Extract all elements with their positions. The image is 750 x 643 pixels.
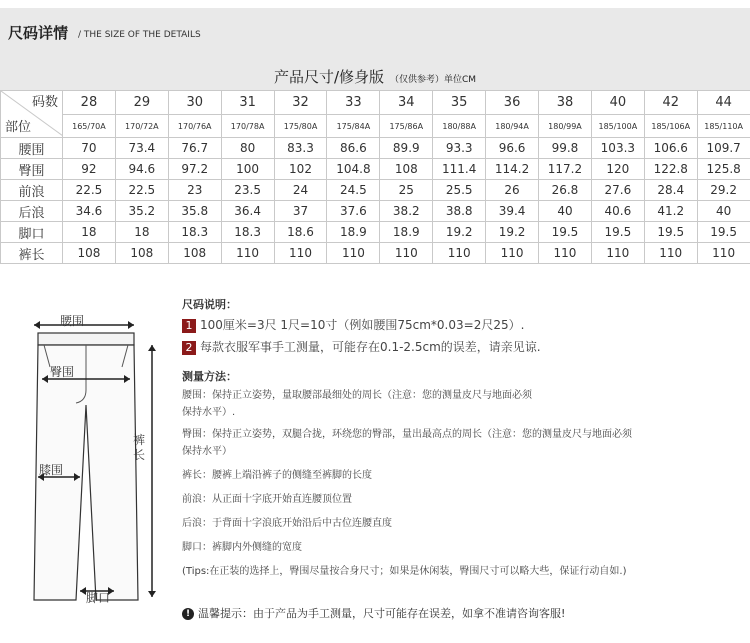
measure-value-cell: 18 <box>63 222 116 243</box>
size-label-cell: 170/76A <box>168 115 221 138</box>
measure-value-cell: 22.5 <box>63 180 116 201</box>
measure-value-cell: 110 <box>221 243 274 264</box>
size-cell: 38 <box>539 91 592 115</box>
measure-value-cell: 110 <box>486 243 539 264</box>
measure-value-cell: 110 <box>327 243 380 264</box>
measure-value-cell: 80 <box>221 138 274 159</box>
corner-cell <box>1 91 63 138</box>
knee-label: 膝围 <box>39 463 64 477</box>
measure-value-cell: 18.9 <box>327 222 380 243</box>
measure-value-cell: 97.2 <box>168 159 221 180</box>
measure-row <box>1 159 750 180</box>
measure-value-cell: 35.8 <box>168 201 221 222</box>
size-cell: 32 <box>274 91 327 115</box>
measure-value-cell: 110 <box>380 243 433 264</box>
size-cell: 29 <box>115 91 168 115</box>
measure-value-cell: 38.2 <box>380 201 433 222</box>
measure-value-cell: 28.4 <box>644 180 697 201</box>
measure-value-cell: 36.4 <box>221 201 274 222</box>
measure-row <box>1 222 750 243</box>
measure-value-cell: 18.3 <box>221 222 274 243</box>
corner-part-label: 部位 <box>5 120 32 135</box>
measure-value-cell: 40.6 <box>591 201 644 222</box>
size-label-cell: 175/86A <box>380 115 433 138</box>
note-text-1: 100厘米=3尺 1尺=10寸（例如腰围75cm*0.03=2尺25）. <box>200 318 525 332</box>
hem-label: 脚口 <box>86 591 111 605</box>
measure-value-cell: 110 <box>274 243 327 264</box>
measure-value-cell: 122.8 <box>644 159 697 180</box>
measure-value-cell: 19.5 <box>697 222 750 243</box>
method-line-tips: (Tips:在正装的选择上，臀围尽量按合身尺寸；如果是休闲装，臀围尺寸可以略大些，保证行动自如.) <box>182 566 627 577</box>
measure-value-cell: 92 <box>63 159 116 180</box>
measure-value-cell: 93.3 <box>433 138 486 159</box>
size-label-cell: 180/94A <box>486 115 539 138</box>
measure-row <box>1 201 750 222</box>
method-line-hip: 臀围：保持正立姿势，双腿合拢，环绕您的臀部，量出最高点的周长（注意：您的测量皮尺与地面必须 <box>182 429 632 440</box>
size-cell: 36 <box>486 91 539 115</box>
measure-value-cell: 94.6 <box>115 159 168 180</box>
measure-value-cell: 120 <box>591 159 644 180</box>
measure-value-cell: 24 <box>274 180 327 201</box>
measure-value-cell: 73.4 <box>115 138 168 159</box>
measure-value-cell: 108 <box>115 243 168 264</box>
measure-value-cell: 111.4 <box>433 159 486 180</box>
size-table <box>0 90 750 264</box>
measure-value-cell: 100 <box>221 159 274 180</box>
measure-value-cell: 110 <box>697 243 750 264</box>
table-unit-note: （仅供参考）单位CM <box>390 75 477 85</box>
measure-value-cell: 19.5 <box>591 222 644 243</box>
measure-value-cell: 25.5 <box>433 180 486 201</box>
warning-text: 温馨提示：由于产品为手工测量，尺寸可能存在误差，如拿不准请咨询客服! <box>198 607 566 620</box>
label-row <box>1 115 750 138</box>
measure-value-cell: 40 <box>697 201 750 222</box>
measure-value-cell: 18.6 <box>274 222 327 243</box>
size-cell: 30 <box>168 91 221 115</box>
size-label-cell: 185/100A <box>591 115 644 138</box>
size-label-cell: 170/78A <box>221 115 274 138</box>
measure-value-cell: 29.2 <box>697 180 750 201</box>
measure-value-cell: 104.8 <box>327 159 380 180</box>
section-title: 尺码详情 <box>8 24 69 42</box>
measure-value-cell: 110 <box>539 243 592 264</box>
note-number-2: 2 <box>182 341 196 355</box>
size-label-cell: 180/99A <box>539 115 592 138</box>
method-line-hem: 脚口：裤脚内外侧缝的宽度 <box>182 542 302 553</box>
measure-value-cell: 19.5 <box>644 222 697 243</box>
section-subtitle: / THE SIZE OF THE DETAILS <box>78 30 201 40</box>
measure-value-cell: 108 <box>168 243 221 264</box>
measure-name-cell: 前浪 <box>1 180 63 201</box>
size-cell: 40 <box>591 91 644 115</box>
method-title: 测量方法： <box>182 370 237 383</box>
size-label-cell: 185/110A <box>697 115 750 138</box>
measure-value-cell: 18.3 <box>168 222 221 243</box>
measure-value-cell: 41.2 <box>644 201 697 222</box>
size-notes <box>182 296 742 580</box>
note-text-2: 每款衣服军事手工测量，可能存在0.1-2.5cm的误差，请亲见谅. <box>200 340 541 354</box>
method-line-front-rise: 前浪：从正面十字底开始直连腰顶位置 <box>182 494 352 505</box>
size-cell: 42 <box>644 91 697 115</box>
length-label: 裤长 <box>133 433 146 462</box>
measure-value-cell: 110 <box>433 243 486 264</box>
exclamation-icon: ! <box>182 608 194 620</box>
size-note-1 <box>182 316 742 334</box>
size-label-cell: 170/72A <box>115 115 168 138</box>
measure-value-cell: 24.5 <box>327 180 380 201</box>
measure-value-cell: 110 <box>644 243 697 264</box>
measure-value-cell: 23.5 <box>221 180 274 201</box>
measure-value-cell: 22.5 <box>115 180 168 201</box>
size-label-cell: 185/106A <box>644 115 697 138</box>
measure-row <box>1 138 750 159</box>
measure-name-cell: 裤长 <box>1 243 63 264</box>
measure-value-cell: 18.9 <box>380 222 433 243</box>
method-line-length: 裤长：腰裤上端沿裤子的侧缝至裤脚的长度 <box>182 470 372 481</box>
size-cell: 28 <box>63 91 116 115</box>
table-title <box>0 66 750 87</box>
measure-value-cell: 23 <box>168 180 221 201</box>
measure-name-cell: 脚口 <box>1 222 63 243</box>
warning-note <box>182 605 565 621</box>
size-cell: 31 <box>221 91 274 115</box>
measure-value-cell: 26.8 <box>539 180 592 201</box>
size-label-cell: 175/84A <box>327 115 380 138</box>
size-row <box>1 91 750 115</box>
waist-label: 腰围 <box>60 314 85 328</box>
corner-size-label: 码数 <box>31 95 58 110</box>
measure-value-cell: 110 <box>591 243 644 264</box>
measure-value-cell: 109.7 <box>697 138 750 159</box>
measure-value-cell: 114.2 <box>486 159 539 180</box>
measure-value-cell: 39.4 <box>486 201 539 222</box>
measure-value-cell: 83.3 <box>274 138 327 159</box>
method-line-hip-cont: 保持水平） <box>182 446 232 457</box>
note-number-1: 1 <box>182 319 196 333</box>
size-cell: 35 <box>433 91 486 115</box>
pants-outline <box>30 305 170 605</box>
measure-value-cell: 37 <box>274 201 327 222</box>
measure-value-cell: 35.2 <box>115 201 168 222</box>
hip-label: 臀围 <box>50 365 75 379</box>
measure-value-cell: 70 <box>63 138 116 159</box>
measure-value-cell: 19.5 <box>539 222 592 243</box>
table-title-text: 产品尺寸/修身版 <box>273 68 384 86</box>
measure-value-cell: 34.6 <box>63 201 116 222</box>
size-note-2 <box>182 338 742 356</box>
method-line-waist-cont: 保持水平）. <box>182 407 236 418</box>
measure-value-cell: 86.6 <box>327 138 380 159</box>
size-label-cell: 165/70A <box>63 115 116 138</box>
measure-value-cell: 38.8 <box>433 201 486 222</box>
measure-value-cell: 18 <box>115 222 168 243</box>
measure-name-cell: 后浪 <box>1 201 63 222</box>
measure-value-cell: 76.7 <box>168 138 221 159</box>
measure-value-cell: 125.8 <box>697 159 750 180</box>
size-label-cell: 180/88A <box>433 115 486 138</box>
measure-value-cell: 117.2 <box>539 159 592 180</box>
measure-value-cell: 106.6 <box>644 138 697 159</box>
measure-value-cell: 103.3 <box>591 138 644 159</box>
method-line-back-rise: 后浪：于背面十字浪底开始沿后中古位连腰直度 <box>182 518 392 529</box>
measure-value-cell: 19.2 <box>433 222 486 243</box>
size-cell: 34 <box>380 91 433 115</box>
measure-name-cell: 腰围 <box>1 138 63 159</box>
measure-value-cell: 99.8 <box>539 138 592 159</box>
method-line-waist: 腰围：保持正立姿势，量取腰部最细处的周长（注意：您的测量皮尺与地面必须 <box>182 390 532 401</box>
measure-name-cell: 臀围 <box>1 159 63 180</box>
measure-value-cell: 102 <box>274 159 327 180</box>
measure-value-cell: 26 <box>486 180 539 201</box>
pants-diagram <box>30 305 170 609</box>
size-cell: 33 <box>327 91 380 115</box>
measure-value-cell: 25 <box>380 180 433 201</box>
size-cell: 44 <box>697 91 750 115</box>
measure-value-cell: 108 <box>380 159 433 180</box>
measure-value-cell: 96.6 <box>486 138 539 159</box>
measure-value-cell: 40 <box>539 201 592 222</box>
measure-row <box>1 243 750 264</box>
measure-value-cell: 27.6 <box>591 180 644 201</box>
measure-row <box>1 180 750 201</box>
measure-value-cell: 108 <box>63 243 116 264</box>
size-label-cell: 175/80A <box>274 115 327 138</box>
measure-value-cell: 37.6 <box>327 201 380 222</box>
measure-value-cell: 19.2 <box>486 222 539 243</box>
measure-value-cell: 89.9 <box>380 138 433 159</box>
size-notes-title: 尺码说明： <box>182 298 237 311</box>
